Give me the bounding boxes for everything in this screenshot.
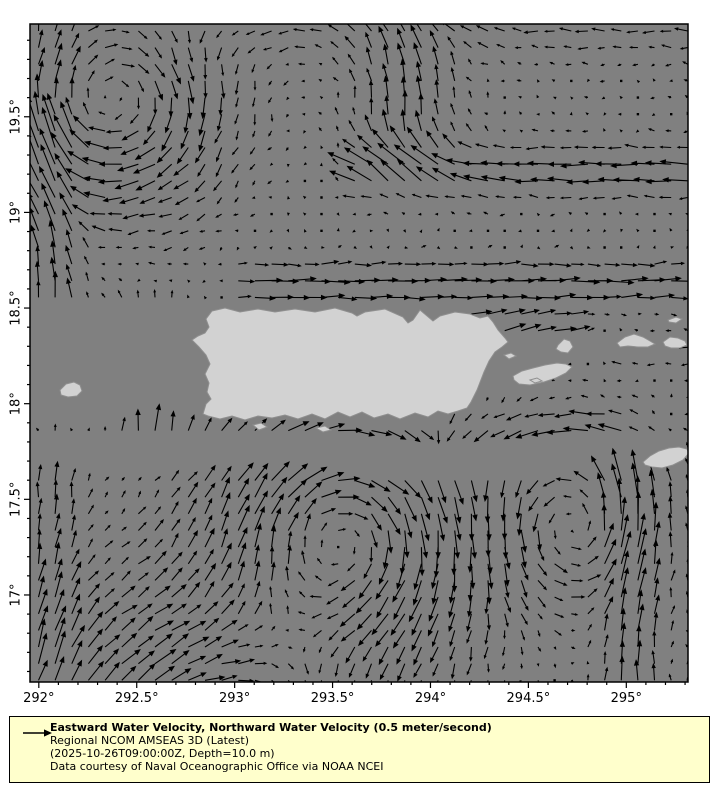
legend-box: [9, 716, 710, 783]
y-tick-label: 17°: [8, 583, 24, 607]
legend-title: Eastward Water Velocity, Northward Water Velocity (0.5 meter/second): [50, 721, 492, 734]
island-puerto-rico: [192, 308, 508, 420]
x-tick-label: 292.5°: [114, 691, 159, 706]
legend-dataset: Regional NCOM AMSEAS 3D (Latest): [50, 733, 249, 747]
x-tick-label: 292°: [23, 691, 55, 706]
y-tick-label: 19.5°: [8, 99, 24, 135]
x-tick-label: 295°: [610, 691, 642, 706]
x-tick-label: 294.5°: [506, 691, 551, 706]
legend-timestamp-depth: (2025-10-26T09:00:00Z, Depth=10.0 m): [50, 746, 275, 760]
y-tick-label: 17.5°: [8, 481, 24, 518]
x-tick-label: 293.5°: [310, 691, 355, 706]
x-tick-label: 294°: [414, 691, 447, 706]
legend-text-block: [50, 722, 492, 774]
y-tick-label: 18°: [8, 392, 24, 416]
legend-credit: Data courtesy of Naval Oceanographic Office via NOAA NCEI: [50, 759, 384, 773]
y-tick-label: 19°: [8, 200, 24, 224]
y-tick-label: 18.5°: [8, 290, 24, 326]
x-tick-label: 293°: [218, 691, 251, 706]
